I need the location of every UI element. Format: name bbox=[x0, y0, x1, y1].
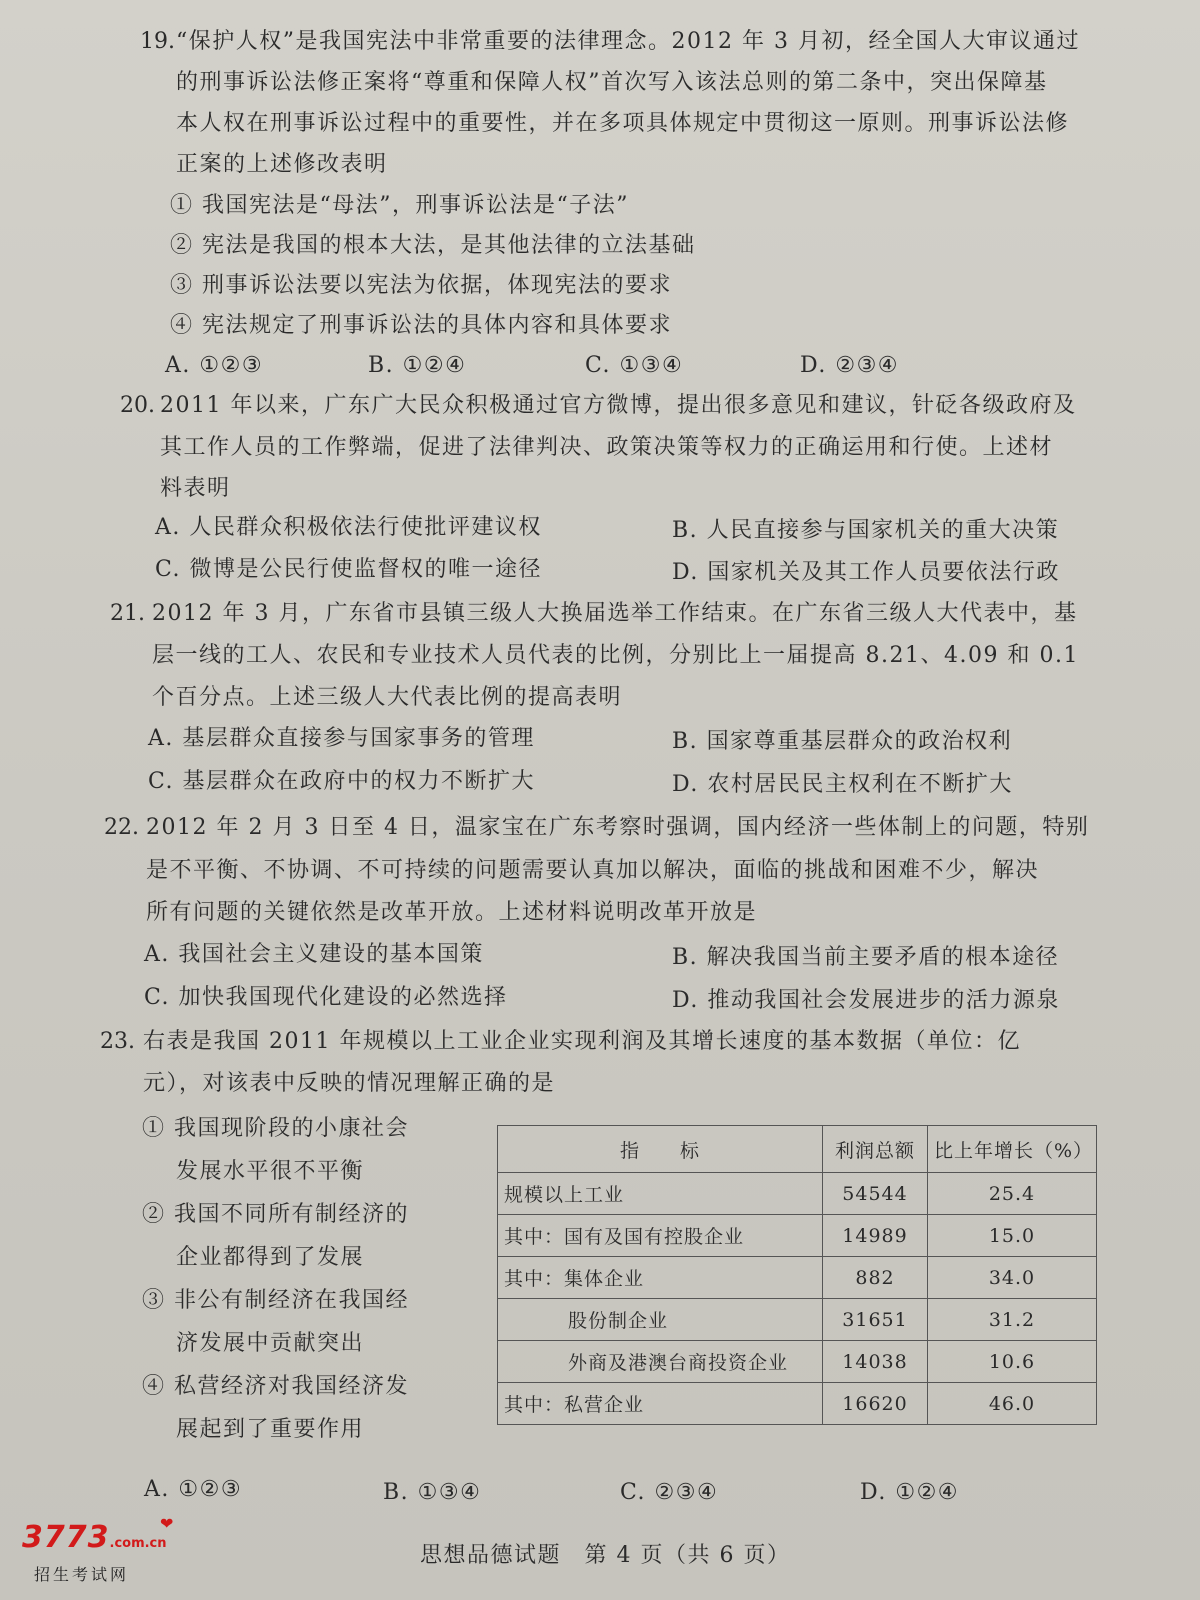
table-cell-indicator: 外商及港澳台商投资企业 bbox=[498, 1341, 823, 1383]
table-cell-growth: 15.0 bbox=[928, 1215, 1097, 1257]
table-row bbox=[498, 1341, 1097, 1383]
question-text-line: 层一线的工人、农民和专业技术人员代表的比例，分别比上一届提高 8.21、4.09 和 0.1 bbox=[152, 643, 1079, 668]
table-cell-growth: 10.6 bbox=[928, 1341, 1097, 1383]
question-text-line: 2012 年 2 月 3 日至 4 日，温家宝在广东考察时强调，国内经济一些体制上的问题，特别 bbox=[146, 815, 1090, 840]
statement-continuation: 发展水平很不平衡 bbox=[176, 1159, 365, 1184]
question-text-line: 本人权在刑事诉讼过程中的重要性，并在多项具体规定中贯彻这一原则。刑事诉讼法修 bbox=[176, 111, 1070, 136]
statement-continuation: 展起到了重要作用 bbox=[176, 1417, 365, 1442]
question-text-line: 个百分点。上述三级人大代表比例的提高表明 bbox=[152, 685, 623, 710]
option-c: C. 基层群众在政府中的权力不断扩大 bbox=[148, 769, 536, 794]
table-cell-indicator: 其中：私营企业 bbox=[498, 1383, 823, 1425]
question-number: 22. bbox=[104, 815, 139, 840]
question-text-line: 所有问题的关键依然是改革开放。上述材料说明改革开放是 bbox=[146, 900, 758, 925]
question-text-line: 料表明 bbox=[160, 476, 231, 501]
option-c: C. ②③④ bbox=[620, 1480, 719, 1505]
table-row bbox=[498, 1383, 1097, 1425]
option-c: C. ①③④ bbox=[585, 353, 684, 378]
table-cell-growth: 25.4 bbox=[928, 1173, 1097, 1215]
question-number: 19. bbox=[140, 29, 175, 54]
option-b: B. 人民直接参与国家机关的重大决策 bbox=[672, 518, 1060, 543]
table-cell-growth: 34.0 bbox=[928, 1257, 1097, 1299]
question-text-line: 2011 年以来，广东广大民众积极通过官方微博，提出很多意见和建议，针砭各级政府及 bbox=[160, 393, 1077, 418]
question-number: 23. bbox=[100, 1029, 135, 1054]
table-cell-profit: 16620 bbox=[823, 1383, 928, 1425]
table-cell-indicator: 其中：集体企业 bbox=[498, 1257, 823, 1299]
option-a: A. 基层群众直接参与国家事务的管理 bbox=[148, 726, 535, 751]
option-a: A. 我国社会主义建设的基本国策 bbox=[144, 942, 484, 967]
statement: ② 我国不同所有制经济的 bbox=[142, 1202, 409, 1227]
question-number: 20. bbox=[120, 393, 155, 418]
question-text-line: 右表是我国 2011 年规模以上工业企业实现利润及其增长速度的基本数据（单位：亿 bbox=[143, 1029, 1021, 1054]
question-text-line: 2012 年 3 月，广东省市县镇三级人大换届选举工作结束。在广东省三级人大代表中，基 bbox=[152, 601, 1078, 626]
table-cell-profit: 31651 bbox=[823, 1299, 928, 1341]
table-header: 比上年增长（%） bbox=[928, 1126, 1097, 1173]
table-cell-growth: 46.0 bbox=[928, 1383, 1097, 1425]
table-header-row bbox=[498, 1126, 1097, 1173]
option-d: D. ①②④ bbox=[860, 1480, 960, 1505]
option-a: A. 人民群众积极依法行使批评建议权 bbox=[155, 515, 542, 540]
table-header: 指 标 bbox=[498, 1126, 823, 1173]
option-d: D. 农村居民民主权利在不断扩大 bbox=[672, 772, 1013, 797]
question-text-line: 正案的上述修改表明 bbox=[176, 152, 388, 177]
statement: ① 我国现阶段的小康社会 bbox=[142, 1116, 409, 1141]
statement: ② 宪法是我国的根本大法，是其他法律的立法基础 bbox=[170, 233, 696, 258]
heart-icon: ❤ bbox=[160, 1514, 174, 1533]
statement: ④ 私营经济对我国经济发 bbox=[142, 1374, 409, 1399]
question-text-line: 其工作人员的工作弊端，促进了法律判决、政策决策等权力的正确运用和行使。上述材 bbox=[160, 435, 1054, 460]
statement: ④ 宪法规定了刑事诉讼法的具体内容和具体要求 bbox=[170, 313, 672, 338]
statement: ③ 非公有制经济在我国经 bbox=[142, 1288, 409, 1313]
page-footer: 思想品德试题 第 4 页（共 6 页） bbox=[420, 1543, 791, 1568]
option-a: A. ①②③ bbox=[165, 353, 264, 378]
statement-continuation: 济发展中贡献突出 bbox=[176, 1331, 365, 1356]
table-cell-profit: 882 bbox=[823, 1257, 928, 1299]
option-c: C. 微博是公民行使监督权的唯一途径 bbox=[155, 557, 543, 582]
table-row bbox=[498, 1215, 1097, 1257]
site-logo[interactable] bbox=[22, 1514, 174, 1584]
table-row bbox=[498, 1173, 1097, 1215]
logo-domain: .com.cn bbox=[109, 1536, 167, 1551]
question-text-line: 的刑事诉讼法修正案将“尊重和保障人权”首次写入该法总则的第二条中，突出保障基 bbox=[176, 70, 1048, 95]
table-cell-profit: 14989 bbox=[823, 1215, 928, 1257]
option-b: B. 解决我国当前主要矛盾的根本途径 bbox=[672, 945, 1060, 970]
table-header: 利润总额 bbox=[823, 1126, 928, 1173]
table-cell-indicator: 规模以上工业 bbox=[498, 1173, 823, 1215]
question-text-line: “保护人权”是我国宪法中非常重要的法律理念。2012 年 3 月初，经全国人大审议通过 bbox=[176, 29, 1080, 54]
option-a: A. ①②③ bbox=[144, 1477, 243, 1502]
table-cell-growth: 31.2 bbox=[928, 1299, 1097, 1341]
table-cell-indicator: 股份制企业 bbox=[498, 1299, 823, 1341]
option-b: B. ①②④ bbox=[368, 353, 467, 378]
logo-text: 3773 bbox=[22, 1520, 110, 1555]
option-c: C. 加快我国现代化建设的必然选择 bbox=[144, 985, 508, 1010]
question-text-line: 是不平衡、不协调、不可持续的问题需要认真加以解决，面临的挑战和困难不少，解决 bbox=[146, 858, 1040, 883]
question-text-line: 元），对该表中反映的情况理解正确的是 bbox=[143, 1071, 556, 1096]
statement: ③ 刑事诉讼法要以宪法为依据，体现宪法的要求 bbox=[170, 273, 672, 298]
table-cell-indicator: 其中：国有及国有控股企业 bbox=[498, 1215, 823, 1257]
statement-continuation: 企业都得到了发展 bbox=[176, 1245, 365, 1270]
option-b: B. 国家尊重基层群众的政治权利 bbox=[672, 729, 1013, 754]
table-cell-profit: 14038 bbox=[823, 1341, 928, 1383]
statement: ① 我国宪法是“母法”，刑事诉讼法是“子法” bbox=[170, 193, 629, 218]
option-d: D. 推动我国社会发展进步的活力源泉 bbox=[672, 988, 1060, 1013]
table-row bbox=[498, 1299, 1097, 1341]
option-d: D. 国家机关及其工作人员要依法行政 bbox=[672, 560, 1060, 585]
option-b: B. ①③④ bbox=[383, 1480, 482, 1505]
table-row bbox=[498, 1257, 1097, 1299]
profit-table bbox=[497, 1125, 1097, 1425]
question-number: 21. bbox=[110, 601, 145, 626]
logo-subtitle: 招生考试网 bbox=[34, 1565, 130, 1584]
table-cell-profit: 54544 bbox=[823, 1173, 928, 1215]
option-d: D. ②③④ bbox=[800, 353, 900, 378]
